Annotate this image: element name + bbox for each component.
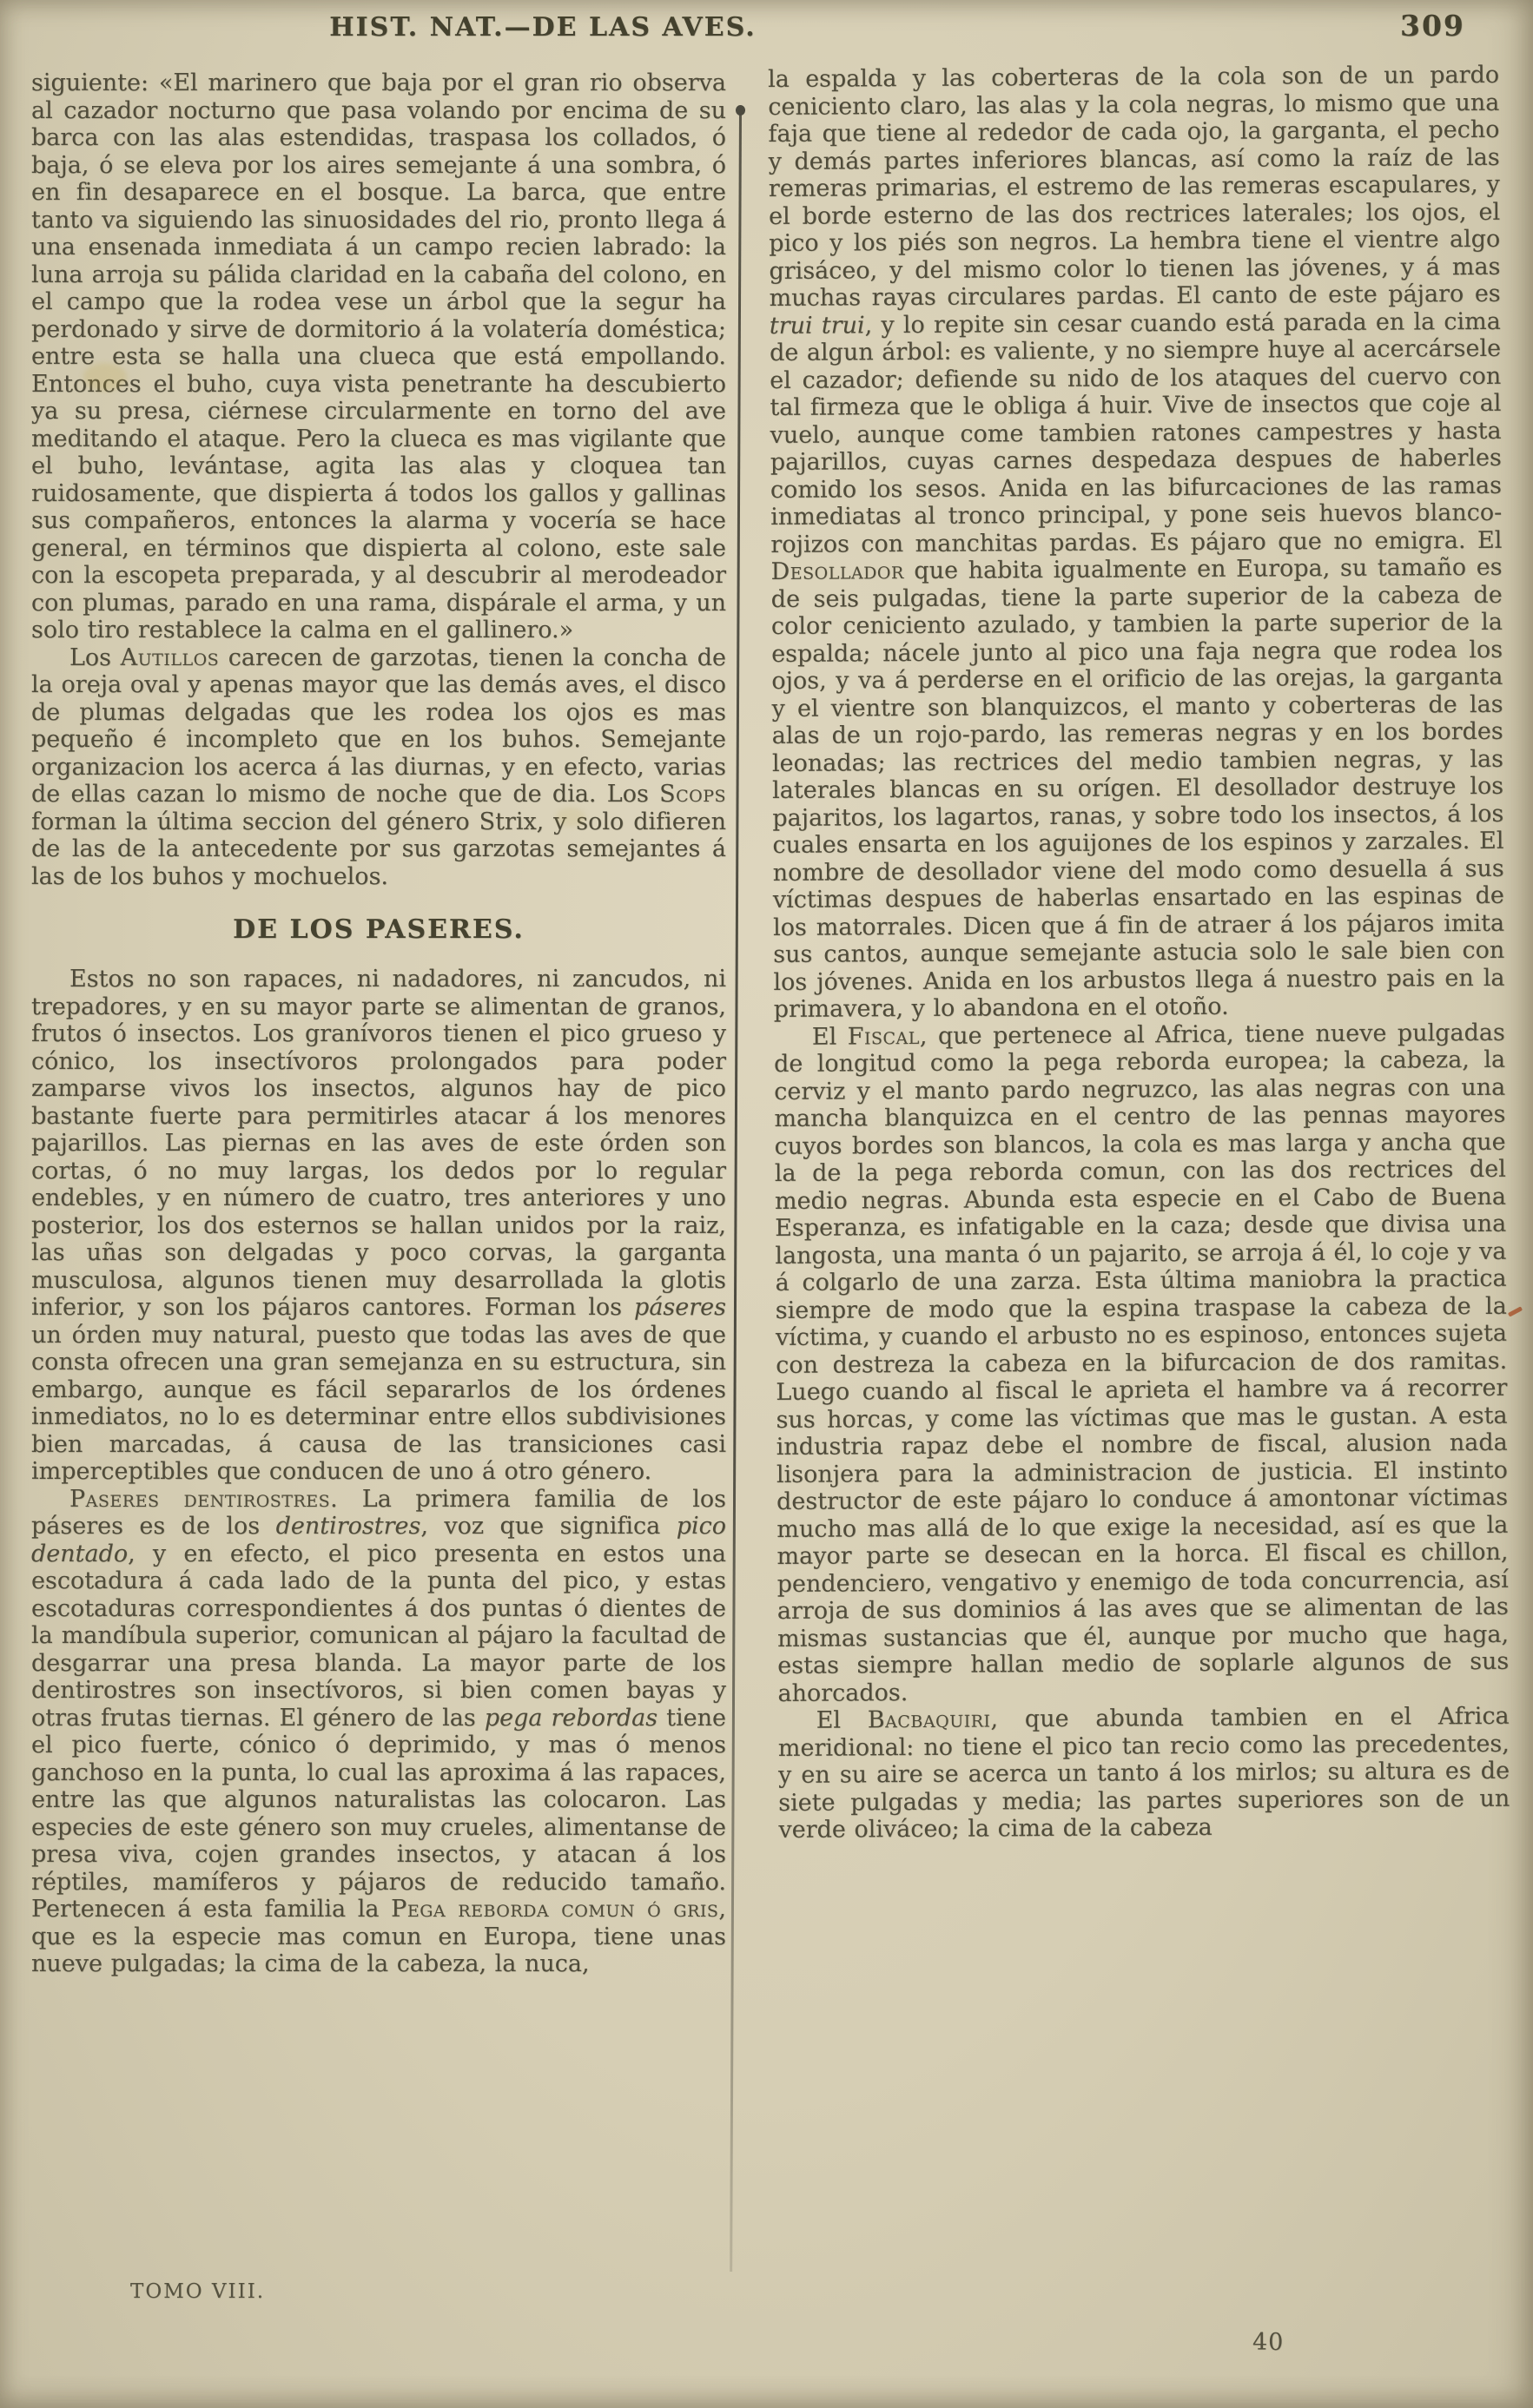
paragraph: la espalda y las coberteras de la cola son de un pardo ceniciento claro, las alas y la cola negras, lo mismo que una faja que tiene al rededor de cada ojo, la garganta, el pecho y demás partes inferiores blancas, así como la raíz de las remeras primarias, el estremo de las remeras escapulares, y el borde esterno de las dos rectrices laterales; los ojos, el pico y los piés son negros. La hembra tiene el vientre algo grisáceo, y del mismo color lo tienen las jóvenes, y á mas muchas rayas circulares pardas. El canto de este pájaro es trui trui, y lo repite sin cesar cuando está parada en la cima de algun árbol: es valiente, y no siempre huye al acercársele el cazador; defiende su nido de los ataques del cuervo con tal firmeza que le obliga á huir. Vive de insectos que coje al vuelo, aunque come tambien ratones campestres y hasta pajarillos, cuyas carnes despedaza despues de haberles comido los sesos. Anida en las bifurcaciones de las ramas inmediatas al tronco principal, y pone seis huevos blanco-rojizos con manchitas pardas. Es pájaro que no emigra. El Desollador que habita igualmente en Europa, su tamaño es de seis pulgadas, tiene la parte superior de la cabeza de color ceniciento azulado, y tambien la parte superior de la espalda; nácele junto al pico una faja negra que rodea los ojos, y va á perderse en el orificio de las orejas, la garganta y el vientre son blanquizcos, el manto y coberteras de las alas de un rojo-pardo, las remeras negras y en los bordes leonadas; las rectrices del medio tambien negras, y las laterales blancas en su orígen. El desollador destruye los pajaritos, los lagartos, ranas, y sobre todo los insectos, á los cuales ensarta en los aguijones de los espinos y zarzales. El nombre de desollador viene del modo como desuella á sus víctimas despues de haberlas ensartado en las espinas de los matorrales. Dicen que á fin de atraer á los pájaros imita sus cantos, aunque semejante astucia solo le sale bien con los jóvenes. Anida en los arbustos llega á nuestro pais en la primavera, y lo abandona en el otoño. [768, 61, 1505, 1023]
paper-stain [83, 363, 127, 391]
paragraph: siguiente: «El marinero que baja por el gran rio observa al cazador nocturno que pasa volando por encima de su barca con las alas estendidas, traspasa los collados, ó baja, ó se eleva por los aires semejante á una sombra, ó en fin desaparece en el bosque. La barca, que entre tanto va siguiendo las sinuosidades del rio, pronto llega á una ensenada inmediata á un campo recien labrado: la luna arroja su pálida claridad en la cabaña del colono, en el campo que la rodea vese un árbol que la segur ha perdonado y sirve de dormitorio á la volatería doméstica; entre esta se halla una clueca que está empollando. Entonces el buho, cuya vista penetrante ha descubierto ya su presa, ciérnese circularmente en torno del ave meditando el ataque. Pero la clueca es mas vigilante que el buho, levántase, agita las alas y cloquea tan ruidosamente, que dispierta á todos los gallos y gallinas sus compañeros, entonces la alarma y vocería se hace general, en términos que dispierta al colono, este sale con la escopeta preparada, y al descubrir al merodeador con plumas, parado en una rama, dispárale el arma, y un solo tiro restablece la calma en el gallinero.» [31, 69, 726, 643]
red-ink-mark [1508, 1306, 1523, 1316]
paragraph: El Bacbaquiri, que abunda tambien en el Africa meridional: no tiene el pico tan recio como las precedentes, y en su aire se acerca un tanto á los mirlos; su altura es de siete pulgadas y media; las partes superiores son de un verde oliváceo; la cima de la cabeza [777, 1702, 1510, 1844]
column-divider-rule [730, 111, 742, 2272]
right-text-column [768, 62, 1510, 1844]
paragraph: Los Autillos carecen de garzotas, tienen la concha de la oreja oval y apenas mayor que las demás aves, el disco de plumas delgadas que les rodea los ojos es mas pequeño é incompleto que en los buhos. Semejante organizacion los acerca á las diurnas, y en efecto, varias de ellas cazan lo mismo de noche que de dia. Los Scops forman la última seccion del género Strix, y solo difieren de las de la antecedente por sus garzotas semejantes á las de los buhos y mochuelos. [31, 643, 727, 890]
paragraph: Estos no son rapaces, ni nadadores, ni zancudos, ni trepadores, y en su mayor parte se alimentan de granos, frutos ó insectos. Los granívoros tienen el pico grueso y cónico, los insectívoros prolongados para poder zamparse vivos los insectos, algunos hay de pico bastante fuerte para permitirles atacar á los menores pajarillos. Las piernas en las aves de este órden son cortas, ó no muy largas, los dedos por lo regular endebles, y en número de cuatro, tres anteriores y uno posterior, los dos esternos se hallan unidos por la raiz, las uñas son delgadas y poco corvas, la garganta musculosa, algunos tienen muy desarrollada la glotis inferior, y son los pájaros cantores. Forman los páseres un órden muy natural, puesto que todas las aves de que consta ofrecen una gran semejanza en su estructura, sin embargo, aunque es fácil separarlos de los órdenes inmediatos, no lo es determinar entre ellos subdivisiones bien marcadas, á causa de las transiciones casi imperceptibles que conducen de uno á otro género. [31, 966, 726, 1485]
footer-volume-label: TOMO VIII. [130, 2280, 266, 2303]
paragraph: El Fiscal, que pertenece al Africa, tiene nueve pulgadas de longitud como la pega reborda europea; la cabeza, la cerviz y el manto pardo negruzco, las alas negras con una mancha blanquizca en el centro de las pennas mayores cuyos bordes son blancos, la cola es mas larga y ancha que la de la pega reborda comun, con las dos rectrices del medio negras. Abunda esta especie en el Cabo de Buena Esperanza, es infatigable en la caza; desde que divisa una langosta, una manta ó un pajarito, se arroja á él, lo coje y va á colgarlo de una zarza. Esta última maniobra la practica siempre de modo que la espina traspase la cabeza de la víctima, y cuando el arbusto no es espinoso, entonces sujeta con destreza la cabeza en la bifurcacion de dos ramitas. Luego cuando al fiscal le aprieta el hambre va á recorrer sus horcas, y come las víctimas que mas le gustan. A esta industria rapaz debe el nombre de fiscal, alusion nada lisonjera para la administracion de justicia. El instinto destructor de este pájaro lo conduce á amontonar víctimas mucho mas allá de lo que exige la necesidad, así es que la mayor parte se desecan en la horca. El fiscal es chillon, pendenciero, vengativo y enemigo de toda concurrencia, así arroja de sus dominios á las aves que se alimentan de las mismas sustancias que él, aunque por mucho que haga, estas siempre hallan medio de soplarle algunos de sus ahorcados. [773, 1019, 1510, 1707]
paper-stain [556, 808, 585, 827]
left-text-column [31, 69, 726, 1978]
paragraph: Paseres dentirostres. La primera familia de los páseres es de los dentirostres, voz que significa pico dentado, y en efecto, el pico presenta en estos una escotadura á cada lado de la punta del pico, y estas escotaduras correspondientes á dos puntas ó dientes de la mandíbula superior, comunican al pájaro la facultad de desgarrar una presa blanda. La mayor parte de los dentirostres son insectívoros, si bien comen bayas y otras frutas tiernas. El género de las pega rebordas tiene el pico fuerte, cónico ó deprimido, y mas ó menos ganchoso en la punta, lo cual las aproxima á las rapaces, entre las que algunos naturalistas las colocaron. Las especies de este género son muy crueles, alimentanse de presa viva, cojen grandes insectos, y atacan á los réptiles, mamíferos y pájaros de reducido tamaño. Pertenecen á esta familia la Pega reborda comun ó gris, que es la especie mas comun en Europa, tiene unas nueve pulgadas; la cima de la cabeza, la nuca, [31, 1485, 726, 1977]
footer-signature-number: 40 [1252, 2329, 1285, 2356]
running-title: HIST. NAT.—DE LAS AVES. [329, 12, 757, 43]
section-heading: DE LOS PASERES. [233, 914, 525, 945]
page-number: 309 [1400, 9, 1465, 43]
